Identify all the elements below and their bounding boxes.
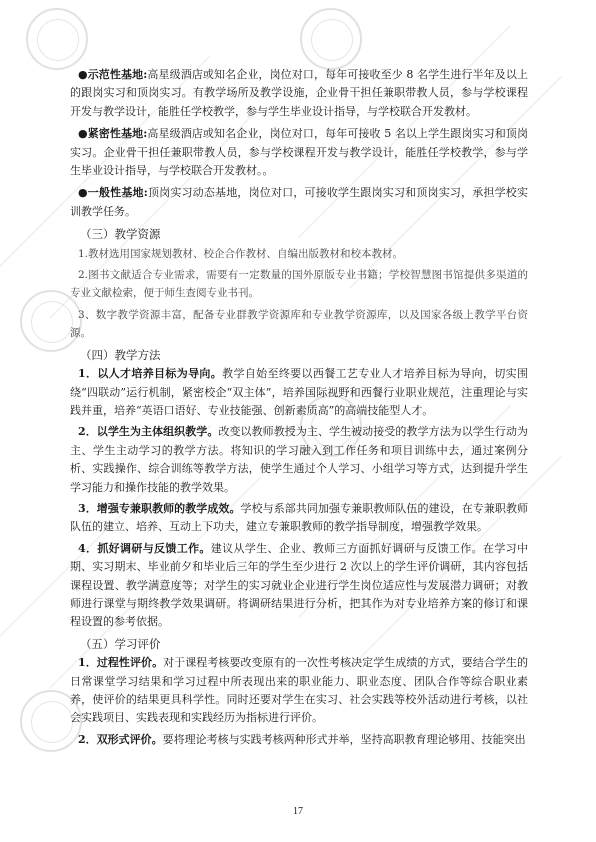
item-title: 2．以学生为主体组织教学。 — [78, 425, 219, 439]
page-number: 17 — [293, 806, 303, 817]
watermark-seal — [26, 8, 88, 70]
list-item: 2.图书文献适合专业需求，需要有一定数量的国外原版专业书籍；学校智慧图书馆提供多渠道的专业文献检索，便于师生查阅专业书刊。 — [70, 269, 528, 300]
base-type-label: ●示范性基地: — [78, 68, 148, 81]
item-text: 要将理论考核与实践考核两种形式并举，坚持高职教育理论够用、技能突出 — [162, 732, 526, 746]
base-type-label: ●一般性基地: — [78, 186, 148, 200]
paragraph-base-close — [70, 125, 528, 180]
paragraph-base-general — [70, 184, 528, 221]
item-title: 3．增强专兼职教师的教学成效。 — [78, 501, 241, 515]
item-title: 1．过程性评价。 — [78, 656, 164, 670]
paragraph-base-demo — [70, 66, 528, 121]
list-item — [70, 654, 528, 728]
item-text: 教学自始至终要以西餐工艺专业人才培养目标为导向，切实围绕“四联动”运行机制，紧密校企“双主体”，培养国际视野和西餐行业职业规范，注重理论与实践并重，培养“英语口语好、专业技能强、创新素质高”的高端技能型人才。 — [70, 367, 529, 417]
base-type-label: ●紧密性基地: — [78, 127, 148, 141]
item-text: 改变以教师教授为主、学生被动接受的教学方法为以学生行动为主、学生主动学习的教学方法。将知识的学习融入到工作任务和项目训练中去，通过案例分析、实践操作、综合训练等教学方法，使学生通过个人学习、小组学习等方式，达到提升学生学习能力和操作技能的教学效果。 — [70, 425, 529, 494]
list-item — [70, 423, 528, 497]
item-title: 2．双形式评价。 — [78, 732, 163, 746]
section-heading: （五）学习评价 — [80, 636, 161, 651]
section-heading: （四）教学方法 — [80, 347, 161, 362]
item-title: 1．以人才培养目标为导向。 — [78, 367, 223, 381]
base-type-text: 顶岗实习动态基地，岗位对口，可接收学生跟岗实习和顶岗实习，承担学校实训教学任务。 — [70, 186, 528, 218]
item-text: 对于课程考核要改变原有的一次性考核决定学生成绩的方式，要结合学生的日常课堂学习结果和学习过程中所表现出来的职业能力、职业态度、团队合作等综合职业素养，使评价的结果更具科学性。同时还要对学生在实习、社会实践等校外活动进行考核，以社会实践项目、实践表现和实践经历为指标进行评价。 — [70, 656, 528, 725]
list-item — [70, 500, 528, 537]
list-item: 3、数字教学资源丰富，配备专业群教学资源库和专业教学资源库，以及国家各级上教学平台资源。 — [70, 308, 528, 340]
base-type-text: 高星级酒店或知名企业，岗位对口，每年可接收 5 名以上学生跟岗实习和顶岗实习。企业骨干担任兼职带教人员，参与学校课程开发与教学设计，能胜任学校教学，参与学生毕业设计指导，与学校联合开发教材。。 — [70, 127, 528, 178]
item-text: 建议从学生、企业、教师三方面抓好调研与反馈工作。在学习中期、实习期末、毕业前夕和毕业后三年的学生至少进行 2 次以上的学生评价调研，其内容包括课程设置、教学满意度等；对学生的实习就业企业进行学生岗位适应性与发展潜力调研；对教师进行课堂与期终教学效果调研。将调研结果进行分析，把其作为对专业培养方案的修订和课程设置的参考依据。 — [70, 541, 529, 629]
list-item — [70, 540, 528, 632]
list-item — [70, 365, 528, 420]
list-item — [70, 731, 528, 749]
item-title: 4．抓好调研与反馈工作。 — [78, 541, 211, 555]
watermark-seal — [300, 8, 362, 70]
page-content — [70, 66, 528, 749]
item-text: 学校与系部共同加强专兼职教师队伍的建设，在专兼职教师队伍的建立、培养、互动上下功夫，建立专兼职教师的教学指导制度，增强教学效果。 — [70, 501, 529, 534]
section-heading: （三）教学资源 — [80, 227, 161, 242]
list-item: 1.教材选用国家规划教材、校企合作教材、自编出版教材和校本教材。 — [78, 247, 404, 260]
base-type-text: 高星级酒店或知名企业，岗位对口，每年可接收至少 8 名学生进行半年及以上的跟岗实习和顶岗实习。有教学场所及教学设施，企业骨干担任兼职带教人员，参与学校课程开发与教学设计，能胜任学校教学，参与学生毕业设计指导，与学校联合开发教材。 — [70, 68, 528, 118]
